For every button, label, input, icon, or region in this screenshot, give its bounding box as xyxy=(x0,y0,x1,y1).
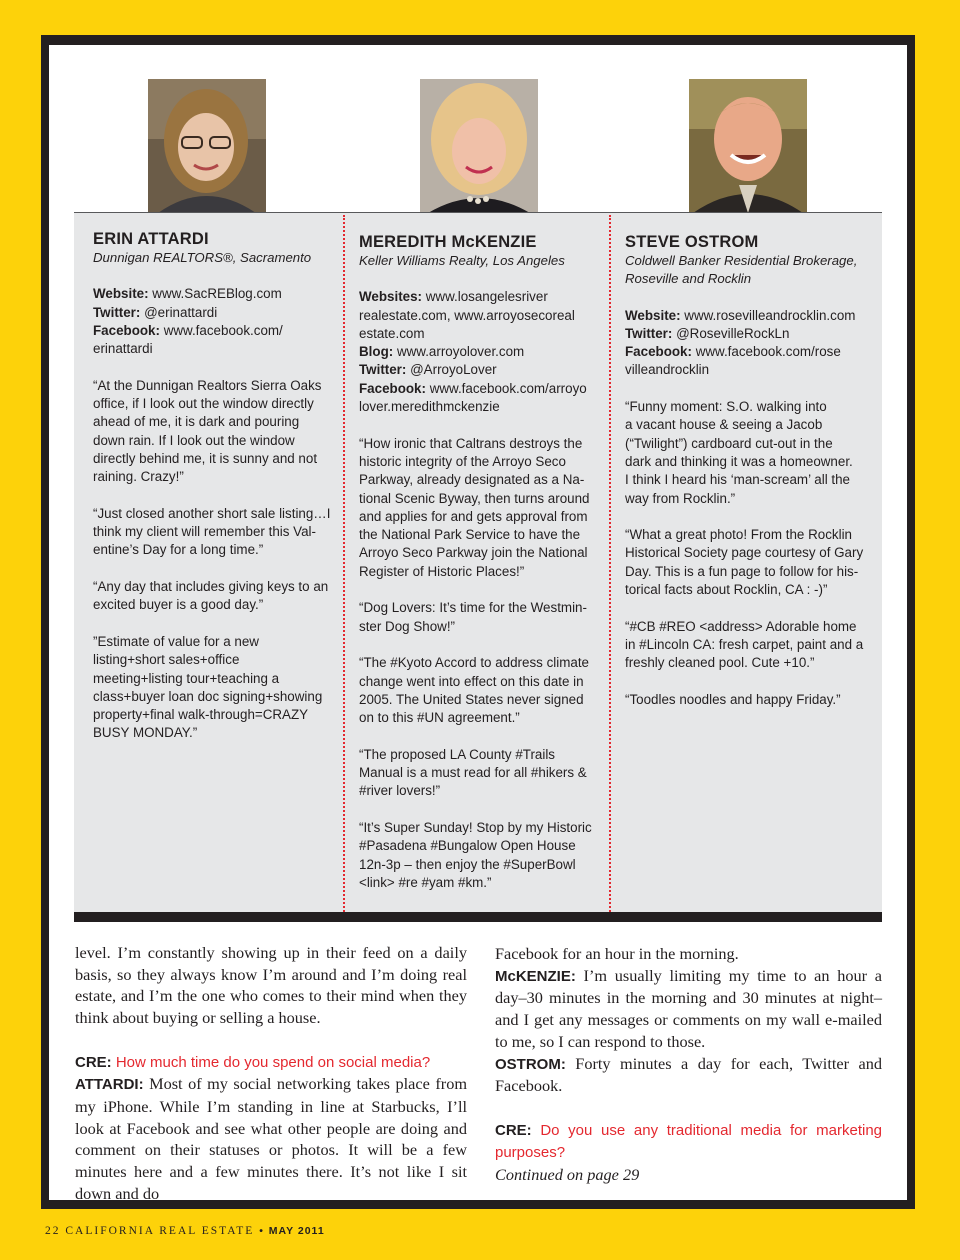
quote-line: Manual is a must read for all #hikers & xyxy=(359,765,587,781)
social-post-quote xyxy=(93,505,333,560)
quote-line: in #Lincoln CA: fresh carpet, paint and a xyxy=(625,636,864,652)
quote-line: on to this #UN agreement.” xyxy=(359,710,520,726)
quote-line: raining. Crazy!” xyxy=(93,469,184,485)
contact-value: www.facebook.com/rose xyxy=(691,344,841,360)
quote-line: Day. This is a fun page to follow for his- xyxy=(625,563,859,579)
social-post-quote xyxy=(359,746,599,801)
contact-line xyxy=(359,361,599,379)
quote-line: meeting+listing tour+teaching a xyxy=(93,670,280,686)
profile-name: MEREDITH McKENZIE xyxy=(359,233,537,251)
quote-line: think my client will remember this Val- xyxy=(93,524,316,540)
quote-line: directly behind me, it is sunny and not xyxy=(93,450,318,466)
footer-bullet: • xyxy=(259,1225,264,1237)
brokerage-line: Dunnigan REALTORS®, Sacramento xyxy=(93,250,312,265)
quote-line: “Toodles noodles and happy Friday.” xyxy=(625,691,841,707)
quote-line: Arroyo Seco Parkway join the National xyxy=(359,545,588,561)
article-column-right xyxy=(495,943,882,1186)
contact-value: realestate.com, www.arroyosecoreal xyxy=(359,307,575,323)
profile-ostrom xyxy=(625,232,870,727)
quote-line: “How ironic that Caltrans destroys the xyxy=(359,435,583,451)
profile-brokerage xyxy=(359,252,599,270)
contact-line xyxy=(93,340,333,358)
quote-line: the National Park Service to have the xyxy=(359,527,581,543)
contact-line xyxy=(93,285,333,303)
quote-line: 2005. The United States never signed xyxy=(359,691,584,707)
contact-line xyxy=(359,398,599,416)
quote-line: down rain. If I look out the window xyxy=(93,432,295,448)
profile-attardi xyxy=(93,229,333,761)
brokerage-line: Coldwell Banker Residential Brokerage, xyxy=(625,253,858,268)
quote-line: torical facts about Rocklin, CA : -)” xyxy=(625,582,828,598)
publication-name: CALIFORNIA REAL ESTATE xyxy=(65,1225,255,1237)
contact-value: @ArroyoLover xyxy=(406,362,497,378)
contact-label: Blog: xyxy=(359,344,394,360)
quote-line: “The proposed LA County #Trails xyxy=(359,746,556,762)
contact-value: lover.meredithmckenzie xyxy=(359,399,500,415)
quote-line: listing+short sales+office xyxy=(93,652,240,668)
contact-line xyxy=(625,361,870,379)
contact-label: Facebook: xyxy=(359,380,426,396)
quote-line: Historical Society page courtesy of Gary xyxy=(625,545,864,561)
profile-name: ERIN ATTARDI xyxy=(93,230,209,248)
social-post-quote xyxy=(93,377,333,487)
contact-label: Twitter: xyxy=(625,325,673,341)
contact-value: www.SacREBlog.com xyxy=(148,286,282,302)
contact-value: www.rosevilleandrocklin.com xyxy=(680,307,856,323)
quote-line: #river lovers!” xyxy=(359,783,441,799)
contact-value: www.facebook.com/ xyxy=(159,322,283,338)
contact-label: Twitter: xyxy=(359,362,407,378)
brokerage-line: Keller Williams Realty, Los Angeles xyxy=(359,253,565,268)
interview-question: CRE: How much time do you spend on social media? xyxy=(75,1053,431,1071)
profile-brokerage xyxy=(625,252,870,289)
quote-line: <link> #re #yam #km.” xyxy=(359,874,492,890)
quote-line: office, if I look out the window directly xyxy=(93,396,314,412)
quote-line: ahead of me, it is dark and pouring xyxy=(93,414,300,430)
profile-brokerage xyxy=(93,249,333,267)
quote-line: 12n-3p – then enjoy the #SuperBowl xyxy=(359,856,576,872)
interview-question: CRE: Do you use any traditional media for marketing purposes? xyxy=(495,1121,882,1162)
social-post-quote xyxy=(625,526,870,599)
brokerage-line: Roseville and Rocklin xyxy=(625,271,752,287)
erin-attardi-photo xyxy=(148,79,266,213)
quote-line: property+final walk-through=CRAZY xyxy=(93,707,309,723)
quote-line: historic integrity of the Arroyo Seco xyxy=(359,453,566,469)
quote-line: “At the Dunnigan Realtors Sierra Oaks xyxy=(93,377,322,393)
contact-line xyxy=(359,325,599,343)
contact-value: www.facebook.com/arroyo xyxy=(425,380,587,396)
contact-line xyxy=(93,304,333,322)
contact-label: Website: xyxy=(625,307,681,323)
contact-label: Facebook: xyxy=(625,344,692,360)
social-post-quote xyxy=(359,435,599,581)
contact-value: @erinattardi xyxy=(140,304,218,320)
quote-line: change went into effect on this date in xyxy=(359,673,584,689)
quote-line: ster Dog Show!” xyxy=(359,618,456,634)
quote-line: (“Twilight”) cardboard cut-out in the xyxy=(625,435,833,451)
quote-line: “The #Kyoto Accord to address climate xyxy=(359,655,589,671)
social-post-quote xyxy=(625,398,870,508)
interview-answer: ATTARDI: Most of my social networking takes place from my iPhone. While I’m standing in line at Starbucks, I’ll look at Facebook and see what other people are doing and comment on their statuses or photos. It will be a few minutes here and a few minutes there. It’s not like I sit down and do xyxy=(75,1074,467,1203)
quote-line: entine’s Day for a long time.” xyxy=(93,542,264,558)
column-divider xyxy=(609,215,611,912)
quote-line: and applies for and gets approval from xyxy=(359,508,588,524)
quote-line: “#CB #REO <address> Adorable home xyxy=(625,618,857,634)
contact-line xyxy=(359,380,599,398)
profile-mckenzie xyxy=(359,232,599,910)
article-paragraph: level. I’m constantly showing up in their feed on a daily basis, so they always know I’m around and I’m doing real estate, and I’m the one who comes to their mind when they think about buying or selling a house. xyxy=(75,943,467,1028)
contact-line xyxy=(625,325,870,343)
contact-line xyxy=(625,307,870,325)
page-footer xyxy=(45,1225,325,1237)
quote-line: tional Scenic Byway, then turns around xyxy=(359,490,590,506)
quote-line: I think I heard his ‘man-scream’ all the xyxy=(625,472,851,488)
contact-label: Twitter: xyxy=(93,304,141,320)
sidebar-bottom-rule xyxy=(74,912,882,922)
contact-value: www.arroyolover.com xyxy=(393,344,525,360)
contact-line xyxy=(93,322,333,340)
quote-line: ”Estimate of value for a new xyxy=(93,633,259,649)
contact-value: www.losangelesriver xyxy=(422,289,548,305)
interview-answer: OSTROM: Forty minutes a day for each, Twitter and Facebook. xyxy=(495,1053,882,1096)
quote-line: “Funny moment: S.O. walking into xyxy=(625,399,827,415)
article-paragraph: Facebook for an hour in the morning. xyxy=(495,944,739,963)
contact-value: @RosevilleRockLn xyxy=(672,325,790,341)
profile-contacts xyxy=(625,307,870,380)
contact-value: erinattardi xyxy=(93,341,153,357)
page-number: 22 xyxy=(45,1225,61,1237)
social-post-quote xyxy=(93,633,333,743)
social-post-quote xyxy=(625,691,870,709)
contact-label: Website: xyxy=(93,286,149,302)
contact-value: estate.com xyxy=(359,325,425,341)
quote-line: Register of Historic Places!” xyxy=(359,563,525,579)
quote-line: “Any day that includes giving keys to an xyxy=(93,579,329,595)
contact-line xyxy=(625,343,870,361)
social-post-quote xyxy=(93,578,333,615)
quote-line: way from Rocklin.” xyxy=(625,490,736,506)
profile-contacts xyxy=(93,285,333,358)
contact-value: villeandrocklin xyxy=(625,362,710,378)
quote-line: a vacant house & seeing a Jacob xyxy=(625,417,823,433)
social-post-quote xyxy=(625,618,870,673)
quote-line: freshly cleaned pool. Cute +10.” xyxy=(625,655,815,671)
social-post-quote xyxy=(359,599,599,636)
quote-line: class+buyer loan doc signing+showing xyxy=(93,688,323,704)
issue-date: MAY 2011 xyxy=(268,1225,325,1237)
quote-line: Parkway, already designated as a Na- xyxy=(359,472,585,488)
social-post-quote xyxy=(359,819,599,892)
social-post-quote xyxy=(359,654,599,727)
column-divider xyxy=(343,215,345,912)
quote-line: “Just closed another short sale listing…I xyxy=(93,505,331,521)
quote-line: dark and thinking it was a homeowner. xyxy=(625,453,853,469)
quote-line: excited buyer is a good day.” xyxy=(93,597,264,613)
contact-line xyxy=(359,288,599,306)
steve-ostrom-photo xyxy=(689,79,807,213)
contact-line xyxy=(359,343,599,361)
contact-label: Facebook: xyxy=(93,322,160,338)
contact-label: Websites: xyxy=(359,289,423,305)
quote-line: “Dog Lovers: It’s time for the Westmin- xyxy=(359,600,587,616)
quote-line: BUSY MONDAY.” xyxy=(93,725,198,741)
profile-contacts xyxy=(359,288,599,416)
article-column-left xyxy=(75,942,467,1204)
profile-name: STEVE OSTROM xyxy=(625,233,759,251)
quote-line: “What a great photo! From the Rocklin xyxy=(625,527,852,543)
continued-note: Continued on page 29 xyxy=(495,1165,640,1185)
quote-line: “It’s Super Sunday! Stop by my Historic xyxy=(359,819,592,835)
quote-line: #Pasadena #Bungalow Open House xyxy=(359,838,576,854)
contact-line xyxy=(359,307,599,325)
interview-answer: McKENZIE: I’m usually limiting my time to an hour a day–30 minutes in the morning and 30 minutes at night–and I get any messages or comments on my wall e-mailed to me, so I can respond to those. xyxy=(495,965,882,1051)
meredith-mckenzie-photo xyxy=(420,79,538,213)
